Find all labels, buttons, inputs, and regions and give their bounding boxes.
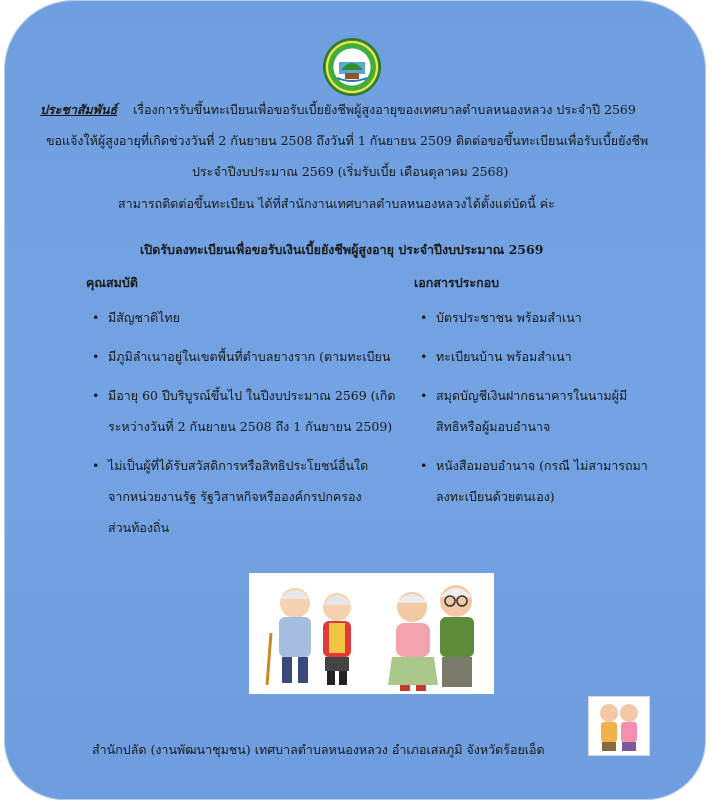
bullet-icon: • xyxy=(420,388,428,403)
announcement-line-1-text: เรื่องการรับขึ้นทะเบียนเพื่อขอรับเบี้ยยังชีพผู้สูงอายุของเทศบาลตำบลหนองหลวง ประจำปี 2569 xyxy=(133,102,636,117)
qualification-item: • มีอายุ 60 ปีบริบูรณ์ขึ้นไป ในปีงบประมาณ 2569 (เกิด ระหว่างวันที่ 2 กันยายน 2508 ถึง 1 กันยายน 2509) xyxy=(108,380,396,442)
bullet-icon: • xyxy=(92,349,100,364)
document-item: • หนังสือมอบอำนาจ (กรณี ไม่สามารถมา ลงทะเบียนด้วยตนเอง) xyxy=(436,450,648,512)
bullet-icon: • xyxy=(420,458,428,473)
documents-title: เอกสารประกอบ xyxy=(414,275,500,290)
happy-elderly-couple-illustration xyxy=(376,573,494,694)
qualification-item: • มีสัญชาติไทย xyxy=(108,302,180,333)
bullet-icon: • xyxy=(92,388,100,403)
announcement-lead: ประชาสัมพันธ์ xyxy=(40,102,118,117)
elderly-couple-illustration xyxy=(249,573,377,694)
bullet-icon: • xyxy=(92,310,100,325)
bullet-icon: • xyxy=(420,310,428,325)
bullet-icon: • xyxy=(420,349,428,364)
document-item: • สมุดบัญชีเงินฝากธนาคารในนามผู้มี สิทธิหรือผู้มอบอำนาจ xyxy=(436,380,627,442)
footer-office-name: สำนักปลัด (งานพัฒนาชุมชน) เทศบาลตำบลหนองหลวง อำเภอเสลภูมิ จังหวัดร้อยเอ็ด xyxy=(92,742,545,757)
announcement-line-4: สามารถติดต่อขึ้นทะเบียน ได้ที่สำนักงานเทศบาลตำบลหนองหลวงได้ตั้งแต่บัดนี้ ค่ะ xyxy=(118,196,555,211)
bullet-icon: • xyxy=(92,458,100,473)
small-elderly-couple-illustration xyxy=(588,696,650,756)
announcement-line-2: ขอแจ้งให้ผู้สูงอายุที่เกิดช่วงวันที่ 2 กันยายน 2508 ถึงวันที่ 1 กันยายน 2509 ติดต่อขอขึ้นทะเบียนเพื่อรับเบี้ยยังชีพ xyxy=(46,133,649,148)
document-item: • ทะเบียนบ้าน พร้อมสำเนา xyxy=(436,341,572,372)
document-item: • บัตรประชาชน พร้อมสำเนา xyxy=(436,302,582,333)
qualification-item: • มีภูมิลำเนาอยู่ในเขตพื้นที่ตำบลยางราก (ตามทะเบียน xyxy=(108,341,390,372)
qualifications-title: คุณสมบัติ xyxy=(86,275,138,290)
municipality-seal-logo xyxy=(325,40,379,94)
announcement-line-1 xyxy=(40,100,636,120)
announcement-line-3: ประจำปีงบประมาณ 2569 (เริ่มรับเบี้ย เดือนตุลาคม 2568) xyxy=(192,164,509,179)
section-title: เปิดรับลงทะเบียนเพื่อขอรับเงินเบี้ยยังชีพผู้สูงอายุ ประจำปีงบประมาณ 2569 xyxy=(140,242,544,257)
qualification-item: • ไม่เป็นผู้ที่ได้รับสวัสดิการหรือสิทธิประโยชน์อื่นใด จากหน่วยงานรัฐ รัฐวิสาหกิจหรือองค์กรปกครอง ส่วนท้องถิ่น xyxy=(108,450,368,543)
